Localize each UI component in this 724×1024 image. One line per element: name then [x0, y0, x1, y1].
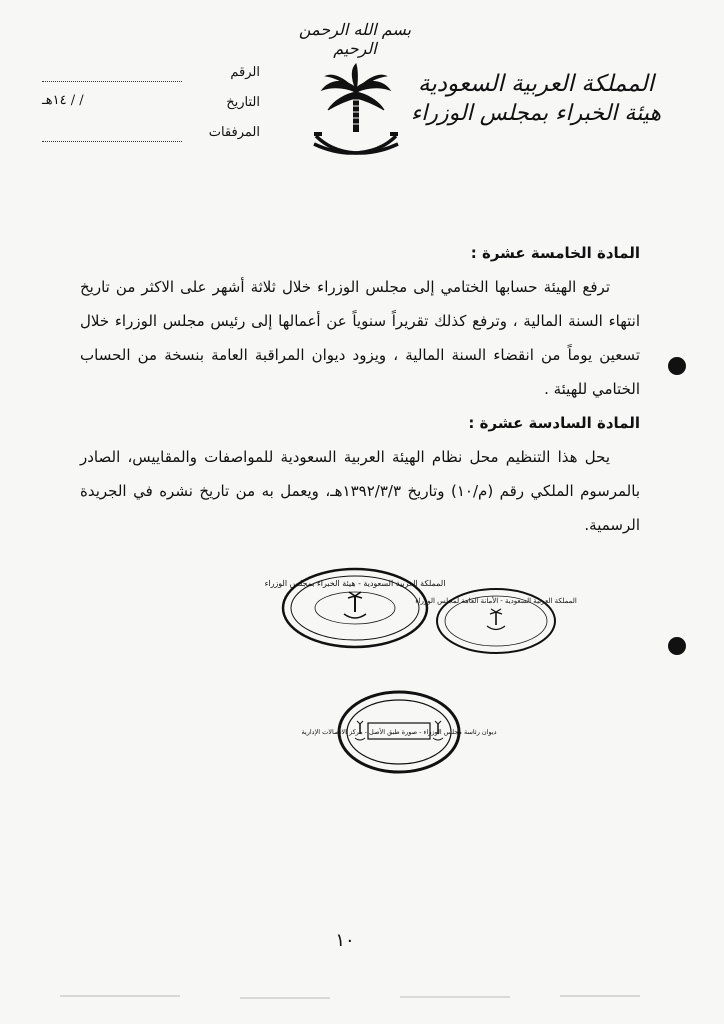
stamp-text: المملكة العربية السعودية - الأمانة العامة لمجلس الوزراء: [415, 597, 577, 605]
experts-commission-stamp: [264, 566, 446, 650]
stamp-text: المملكة العربية السعودية - هيئة الخبراء بمجلس الوزراء: [264, 579, 446, 588]
header-fields: [40, 65, 260, 155]
article-15-heading: المادة الخامسة عشرة :: [470, 244, 640, 262]
bismillah: بسم الله الرحمن الرحيم: [298, 20, 412, 58]
attachments-field: [40, 125, 260, 155]
scan-edge-marks: [0, 990, 724, 1010]
punch-hole: [668, 637, 686, 655]
article-16-line: الرسمية.: [584, 516, 640, 534]
article-15-line: انتهاء السنة المالية ، وترفع كذلك تقريراً سنوياً عن أعمالها إلى رئيس مجلس الوزراء خلال: [80, 312, 640, 330]
article-16-line: يحل هذا التنظيم محل نظام الهيئة العربية السعودية للمواصفات والمقاييس، الصادر: [80, 448, 610, 466]
punch-hole: [668, 357, 686, 375]
article-16-text: [80, 440, 640, 542]
date-value: / / ١٤هـ: [42, 93, 84, 108]
page-number: ١٠: [335, 930, 355, 951]
stamp-text: ديوان رئاسة مجلس الوزراء - صورة طبق الأصل - مركز الاتصالات الإدارية: [301, 728, 497, 736]
document-body: [80, 236, 640, 542]
article-16-line: بالمرسوم الملكي رقم (م/١٠) وتاريخ ١٣٩٢/٣/٣هـ، ويعمل به من تاريخ نشره في الجريدة: [80, 482, 640, 500]
article-15-text: [80, 270, 640, 406]
date-label: التاريخ: [226, 95, 260, 110]
certified-copy-stamp: [301, 688, 497, 776]
general-secretariat-stamp: [415, 586, 577, 656]
article-15-line: للهيئة .: [544, 380, 588, 398]
authority-name: هيئة الخبراء بمجلس الوزراء: [410, 100, 662, 126]
ref-label: الرقم: [230, 65, 260, 80]
letterhead-title: [386, 70, 686, 128]
ref-field: [40, 65, 260, 95]
article-16-heading: المادة السادسة عشرة :: [468, 414, 640, 432]
article-15-line: تسعين يوماً من انقضاء السنة المالية ، ويزود ديوان المراقبة العامة بنسخة من الحساب الختامي: [80, 346, 640, 398]
attachments-label: المرفقات: [208, 125, 260, 140]
date-field: [40, 95, 260, 125]
kingdom-name: المملكة العربية السعودية: [418, 71, 654, 97]
article-15-line: ترفع الهيئة حسابها الختامي إلى مجلس الوزراء خلال ثلاثة أشهر على الاكثر من تاريخ: [80, 278, 610, 296]
